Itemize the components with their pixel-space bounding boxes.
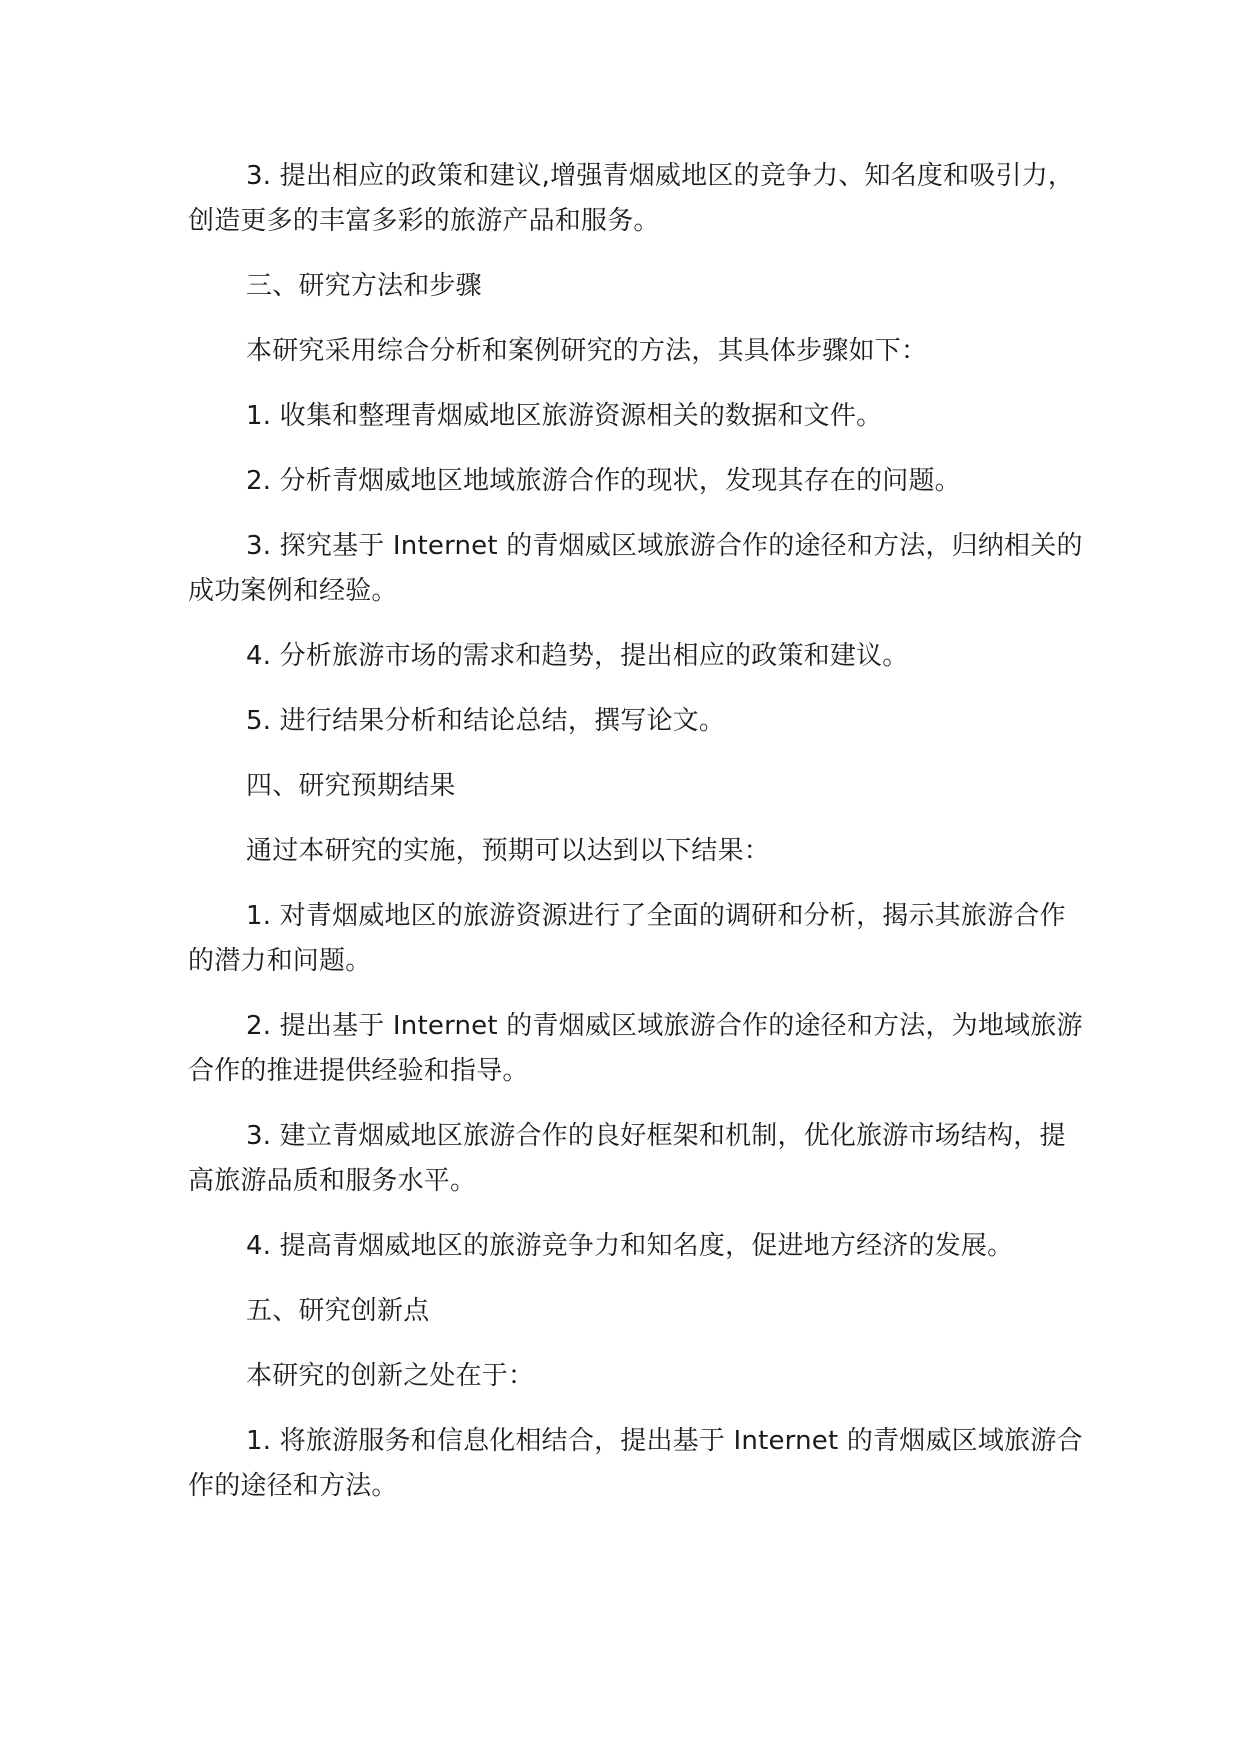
paragraph-policy-suggestions: 3. 提出相应的政策和建议,增强青烟威地区的竞争力、知名度和吸引力，创造更多的丰富多彩的旅游产品和服务。 (188, 161, 1075, 236)
section-heading-methods: 三、研究方法和步骤 (246, 271, 482, 301)
list-item-innovation-1: 1. 将旅游服务和信息化相结合，提出基于 Internet 的青烟威区域旅游合作的途径和方法。 (188, 1426, 1083, 1501)
list-item-step-1: 1. 收集和整理青烟威地区旅游资源相关的数据和文件。 (246, 401, 883, 431)
list-item-step-2: 2. 分析青烟威地区地域旅游合作的现状，发现其存在的问题。 (246, 466, 961, 496)
list-item-result-4: 4. 提高青烟威地区的旅游竞争力和知名度，促进地方经济的发展。 (246, 1231, 1014, 1261)
list-item-result-2: 2. 提出基于 Internet 的青烟威区域旅游合作的途径和方法，为地域旅游合作的推进提供经验和指导。 (188, 1011, 1083, 1086)
paragraph-innovation-intro: 本研究的创新之处在于： (246, 1361, 535, 1391)
section-heading-innovation: 五、研究创新点 (246, 1296, 430, 1326)
section-heading-expected-results: 四、研究预期结果 (246, 771, 456, 801)
paragraph-results-intro: 通过本研究的实施，预期可以达到以下结果： (246, 836, 771, 866)
list-item-step-3: 3. 探究基于 Internet 的青烟威区域旅游合作的途径和方法，归纳相关的成功案例和经验。 (188, 531, 1083, 606)
paragraph-methods-intro: 本研究采用综合分析和案例研究的方法，其具体步骤如下： (246, 336, 928, 366)
list-item-step-4: 4. 分析旅游市场的需求和趋势，提出相应的政策和建议。 (246, 641, 909, 671)
list-item-step-5: 5. 进行结果分析和结论总结，撰写论文。 (246, 706, 726, 736)
list-item-result-1: 1. 对青烟威地区的旅游资源进行了全面的调研和分析，揭示其旅游合作的潜力和问题。 (188, 901, 1066, 976)
list-item-result-3: 3. 建立青烟威地区旅游合作的良好框架和机制，优化旅游市场结构，提高旅游品质和服务水平。 (188, 1121, 1066, 1196)
document-body (188, 154, 1088, 1529)
